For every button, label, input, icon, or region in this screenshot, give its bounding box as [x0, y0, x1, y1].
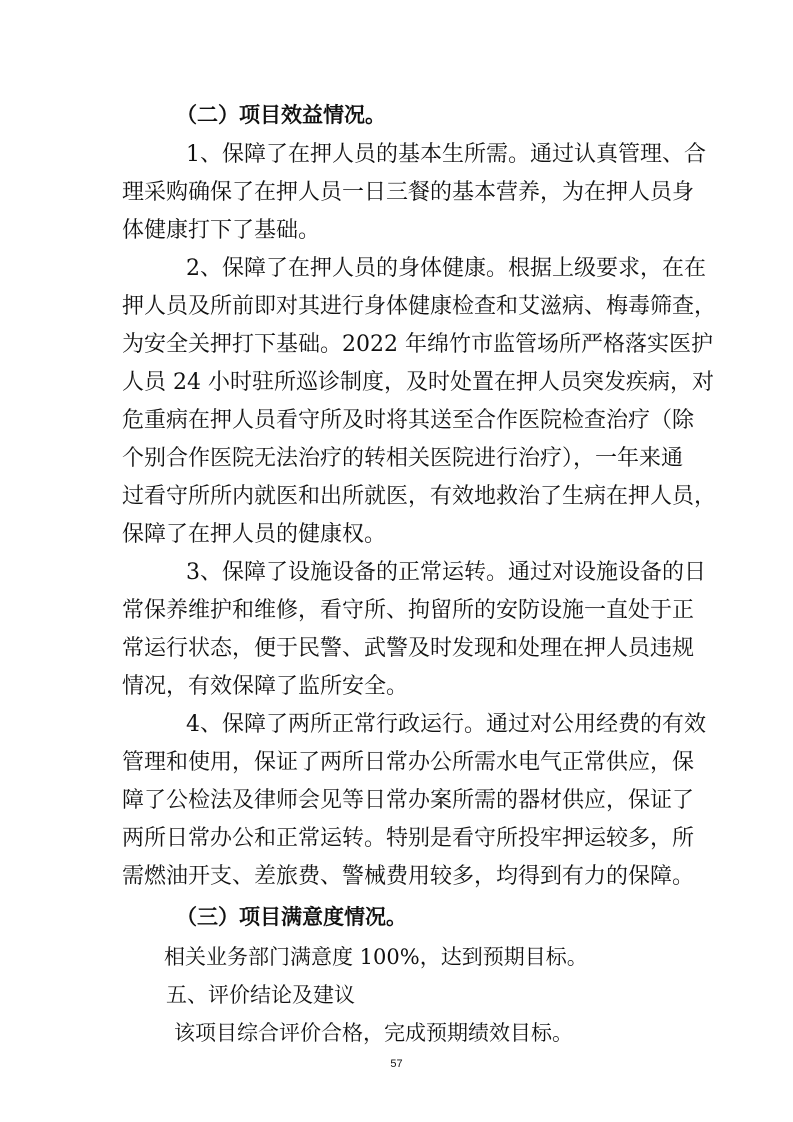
satisfaction-text: 相关业务部门满意度 100%，达到预期目标。: [164, 945, 588, 969]
para3-line-2: 常保养维护和维修，看守所、拘留所的安防设施一直处于正: [122, 598, 695, 623]
conclusion-text: 该项目综合评价合格，完成预期绩效目标。: [174, 1021, 573, 1045]
para1-line-3: 体健康打下了基础。: [122, 218, 321, 243]
para2-line-6: 个别合作医院无法治疗的转相关医院进行治疗），一年来通: [122, 446, 684, 471]
para1-line-2: 理采购确保了在押人员一日三餐的基本营养，为在押人员身: [122, 180, 695, 205]
para4-line-5: 需燃油开支、差旅费、警械费用较多，均得到有力的保障。: [122, 864, 695, 889]
para2-line-4: 人员 24 小时驻所巡诊制度，及时处置在押人员突发疾病，对: [122, 370, 714, 395]
para3-line-1: 3、保障了设施设备的正常运转。通过对设施设备的日: [186, 560, 706, 585]
para3-line-4: 情况，有效保障了监所安全。: [122, 674, 409, 699]
benefit-heading: （二）项目效益情况。: [176, 103, 386, 127]
para3-line-3: 常运行状态，便于民警、武警及时发现和处理在押人员违规: [122, 636, 695, 661]
para2-line-1: 2、保障了在押人员的身体健康。根据上级要求，在在: [186, 256, 706, 281]
para4-line-2: 管理和使用，保证了两所日常办公所需水电气正常供应，保: [122, 750, 695, 775]
para4-line-3: 障了公检法及律师会见等日常办案所需的器材供应，保证了: [122, 788, 695, 813]
para4-line-4: 两所日常办公和正常运转。特别是看守所投牢押运较多，所: [122, 826, 695, 851]
page-number: 57: [390, 1058, 403, 1070]
para2-line-5: 危重病在押人员看守所及时将其送至合作医院检查治疗（除: [122, 408, 695, 433]
para2-line-8: 保障了在押人员的健康权。: [122, 522, 387, 547]
conclusion-heading: 五、评价结论及建议: [166, 983, 355, 1007]
para2-line-3: 为安全关押打下基础。2022 年绵竹市监管场所严格落实医护: [122, 332, 713, 357]
para4-line-1: 4、保障了两所正常行政运行。通过对公用经费的有效: [186, 712, 706, 737]
para2-line-2: 押人员及所前即对其进行身体健康检查和艾滋病、梅毒筛查，: [122, 294, 717, 319]
para1-line-1: 1、保障了在押人员的基本生所需。通过认真管理、合: [186, 142, 706, 167]
para2-line-7: 过看守所所内就医和出所就医，有效地救治了生病在押人员，: [122, 484, 717, 509]
satisfaction-heading: （三）项目满意度情况。: [176, 905, 407, 929]
